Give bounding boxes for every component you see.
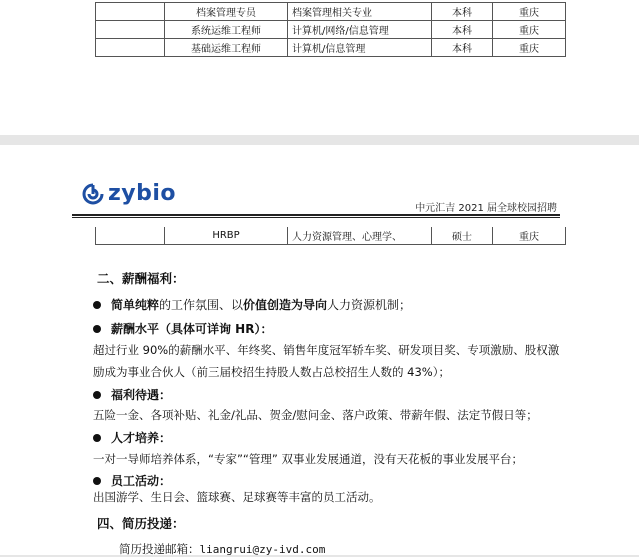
bullet-icon bbox=[93, 434, 101, 442]
table-cell: 重庆 bbox=[493, 227, 566, 245]
salary-text-line-2: 励成为事业合伙人（前三届校招生持股人数占总校招生人数的 43%）； bbox=[93, 365, 450, 379]
table-cell: 基础运维工程师 bbox=[165, 39, 288, 57]
email-label: 简历投递邮箱： bbox=[119, 542, 200, 556]
table-cell: 重庆 bbox=[493, 39, 566, 57]
bold-text: 人才培养： bbox=[111, 431, 172, 445]
bullet-icon bbox=[93, 477, 101, 485]
bullet-item-activities bbox=[93, 472, 171, 489]
table-cell: HRBP bbox=[165, 227, 288, 245]
table-cell: 重庆 bbox=[493, 3, 566, 21]
table-row bbox=[96, 227, 566, 245]
table-cell: 人力资源管理、心理学、 bbox=[288, 227, 432, 245]
document-page-2 bbox=[0, 145, 639, 555]
bullet-item-salary bbox=[93, 320, 272, 337]
zybio-logo-icon bbox=[82, 183, 104, 205]
bullet-item-training bbox=[93, 429, 171, 446]
table-cell bbox=[96, 39, 165, 57]
table-cell bbox=[96, 3, 165, 21]
section-title-benefits: 二、薪酬福利： bbox=[97, 271, 185, 286]
table-cell: 硕士 bbox=[432, 227, 493, 245]
company-logo bbox=[82, 181, 176, 206]
header-title: 中元汇吉 2021 届全球校园招聘 bbox=[415, 203, 557, 214]
table-row bbox=[96, 39, 566, 57]
activities-text: 出国游学、生日会、篮球赛、足球赛等丰富的员工活动。 bbox=[93, 490, 381, 504]
table-cell: 档案管理相关专业 bbox=[288, 3, 432, 21]
bullet-item-welfare bbox=[93, 386, 171, 403]
table-cell: 本科 bbox=[432, 39, 493, 57]
table-cell: 系统运维工程师 bbox=[165, 21, 288, 39]
table-cell: 重庆 bbox=[493, 21, 566, 39]
table-cell: 本科 bbox=[432, 21, 493, 39]
job-table-bottom bbox=[95, 227, 566, 245]
email-link[interactable]: liangrui@zy-ivd.com bbox=[199, 543, 326, 556]
header-divider bbox=[72, 214, 560, 216]
bullet-item-atmosphere bbox=[93, 296, 411, 313]
training-text: 一对一导师培养体系，“专家”“管理” 双事业发展通道，没有天花板的事业发展平台； bbox=[93, 452, 523, 466]
welfare-text: 五险一金、各项补贴、礼金/礼品、贺金/慰问金、落户政策、带薪年假、法定节假日等； bbox=[93, 408, 538, 422]
bullet-icon bbox=[93, 325, 101, 333]
table-cell: 计算机/网络/信息管理 bbox=[288, 21, 432, 39]
bold-text: 员工活动： bbox=[111, 474, 172, 488]
bullet-icon bbox=[93, 391, 101, 399]
table-cell: 计算机/信息管理 bbox=[288, 39, 432, 57]
bold-text: 价值创造为导向 bbox=[243, 298, 328, 312]
bold-text: 简单纯粹 bbox=[111, 298, 160, 312]
table-row bbox=[96, 3, 566, 21]
section-title-resume: 四、简历投递： bbox=[97, 516, 185, 531]
job-table-top bbox=[95, 2, 566, 57]
document-page-1 bbox=[0, 0, 639, 135]
table-cell bbox=[96, 21, 165, 39]
header-divider-thin bbox=[72, 217, 560, 218]
text: 人力资源机制； bbox=[327, 298, 412, 312]
bold-text: 薪酬水平（具体可详询 HR）： bbox=[111, 322, 273, 336]
salary-text-line-1: 超过行业 90%的薪酬水平、年终奖、销售年度冠军轿车奖、研发项目奖、专项激励、股权激 bbox=[93, 343, 560, 357]
bold-text: 福利待遇： bbox=[111, 388, 172, 402]
table-cell bbox=[96, 227, 165, 245]
text: 的工作氛围、以 bbox=[159, 298, 244, 312]
table-cell: 档案管理专员 bbox=[165, 3, 288, 21]
table-row bbox=[96, 21, 566, 39]
bullet-icon bbox=[93, 301, 101, 309]
logo-text: zybio bbox=[108, 181, 177, 206]
table-cell: 本科 bbox=[432, 3, 493, 21]
